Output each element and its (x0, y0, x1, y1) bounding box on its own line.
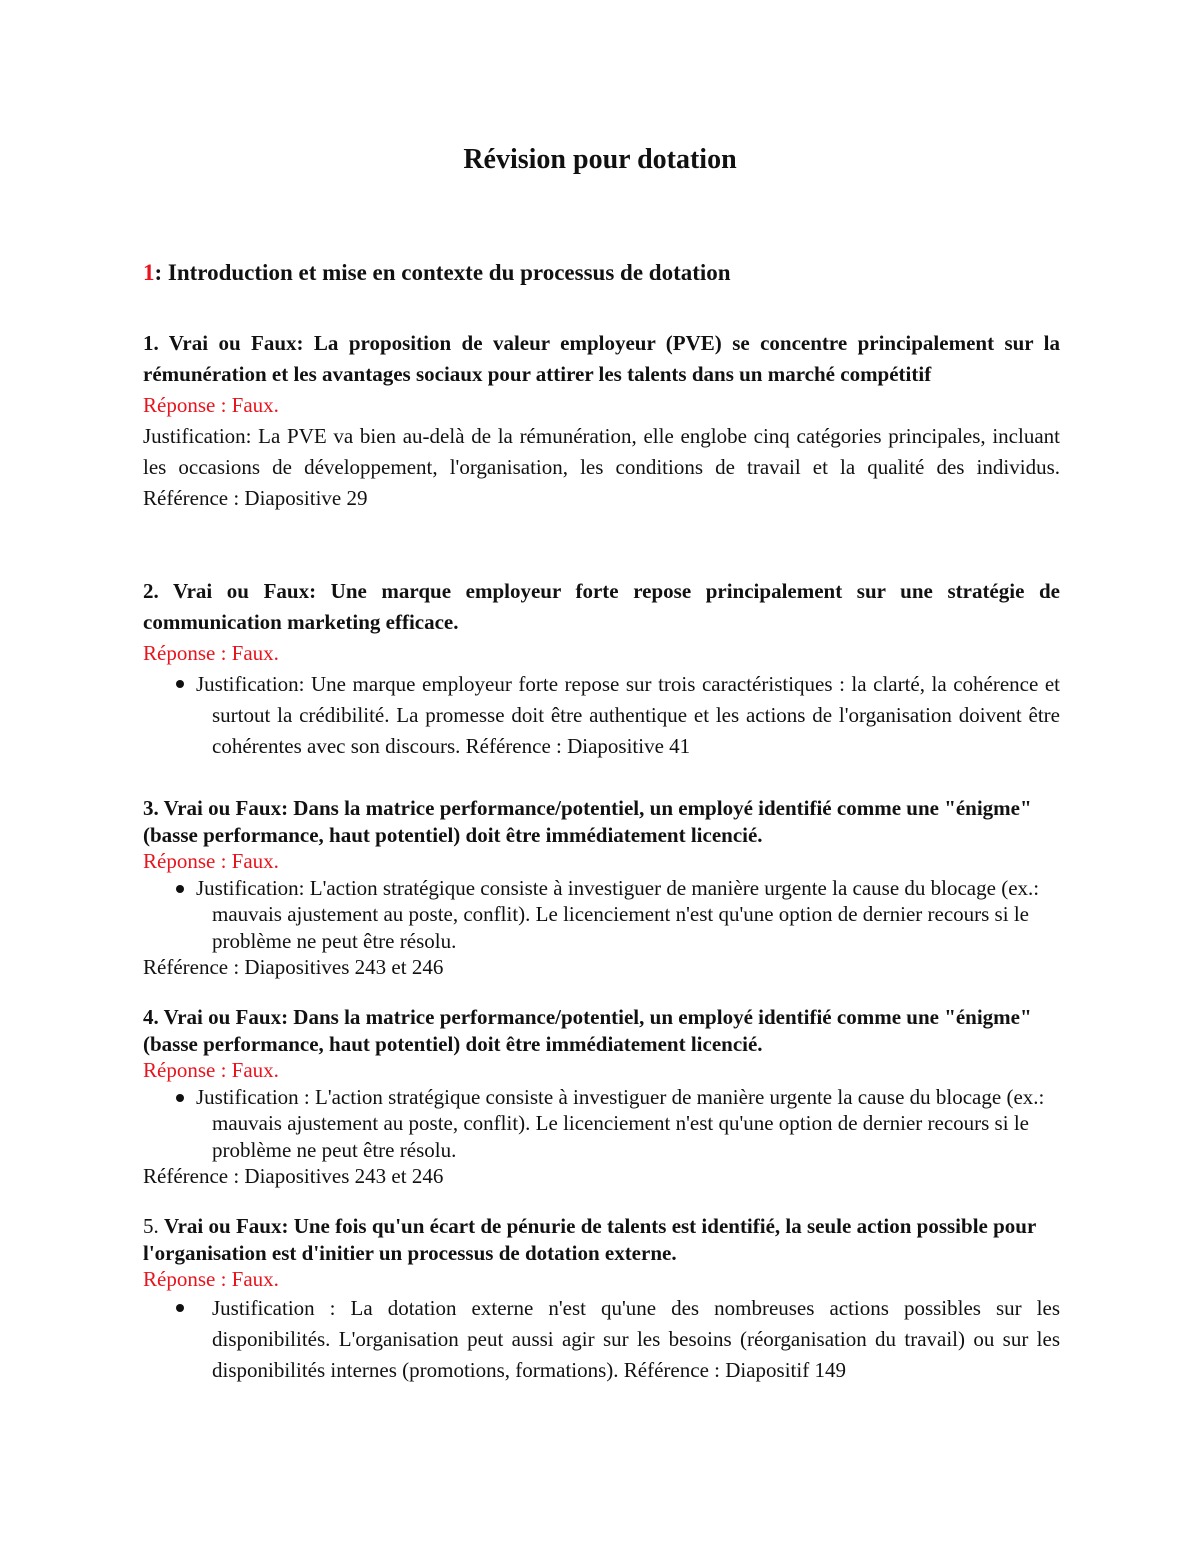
answer-text: Réponse : Faux. (143, 641, 279, 665)
answer-text: Réponse : Faux. (143, 849, 279, 873)
question-text: 2. Vrai ou Faux: Une marque employeur forte repose principalement sur une stratégie de communication marketing efficace. (143, 579, 1060, 634)
answer-text: Réponse : Faux. (143, 393, 279, 417)
justification-list-item (143, 1293, 1060, 1386)
justification-list-item (143, 669, 1060, 762)
document-title: Révision pour dotation (463, 144, 737, 175)
question-block-4 (143, 1004, 1060, 1190)
reference-text: Référence : Diapositives 243 et 246 (143, 955, 444, 979)
bullet-icon (176, 680, 184, 688)
question-number: 5. (143, 1214, 164, 1238)
question-block-3 (143, 795, 1060, 981)
answer-text: Réponse : Faux. (143, 1267, 279, 1291)
question-block-1 (143, 328, 1060, 514)
justification-text: Justification : La dotation externe n'est qu'une des nombreuses actions possibles sur les disponibilités. L'organisation peut aussi agir sur les besoins (réorganisation du travail) ou sur les disponibilités internes (promotions, formations). Référence : Diapositif 149 (212, 1295, 1060, 1382)
question-text: 4. Vrai ou Faux: Dans la matrice performance/potentiel, un employé identifié comme une "énigme" (basse performance, haut potentiel) doit être immédiatement licencié. (143, 1005, 1032, 1056)
section-heading-text: : Introduction et mise en contexte du processus de dotation (154, 260, 731, 285)
section-heading (143, 256, 1073, 290)
justification-text: Justification : L'action stratégique consiste à investiguer de manière urgente la cause du blocage (ex.: mauvais ajustement au poste, conflit). Le licenciement n'est qu'une option de dernier recours si le problème ne peut être résolu. (196, 1084, 1045, 1162)
question-block-2 (143, 576, 1060, 762)
justification-text: Justification: La PVE va bien au-delà de la rémunération, elle englobe cinq catégories principales, incluant les occasions de développement, l'organisation, les conditions de travail et la qualité des individus. Référence : Diapositive 29 (143, 424, 1060, 510)
reference-text: Référence : Diapositives 243 et 246 (143, 1164, 444, 1188)
justification-list-item (143, 1084, 1052, 1164)
justification-text: Justification: L'action stratégique consiste à investiguer de manière urgente la cause du blocage (ex.: mauvais ajustement au poste, conflit). Le licenciement n'est qu'une option de dernier recours si le problème ne peut être résolu. (196, 875, 1040, 953)
bullet-icon (176, 1304, 184, 1312)
question-line (143, 1213, 1060, 1266)
bullet-icon (176, 885, 184, 893)
question-text: 1. Vrai ou Faux: La proposition de valeur employeur (PVE) se concentre principalement sur la rémunération et les avantages sociaux pour attirer les talents dans un marché compétitif (143, 331, 1060, 386)
section-number: 1 (143, 260, 155, 285)
question-text: 3. Vrai ou Faux: Dans la matrice performance/potentiel, un employé identifié comme une "énigme" (basse performance, haut potentiel) doit être immédiatement licencié. (143, 796, 1032, 847)
question-text: Vrai ou Faux: Une fois qu'un écart de pénurie de talents est identifié, la seule action possible pour l'organisation est d'initier un processus de dotation externe. (143, 1214, 1036, 1265)
answer-text: Réponse : Faux. (143, 1058, 279, 1082)
justification-text: Justification: Une marque employeur forte repose sur trois caractéristiques : la clarté, la cohérence et surtout la crédibilité. La promesse doit être authentique et les actions de l'organisation doivent être cohérentes avec son discours. Référence : Diapositive 41 (196, 672, 1060, 758)
bullet-icon (176, 1094, 184, 1102)
justification-list-item (143, 875, 1052, 955)
question-block-5 (143, 1213, 1060, 1386)
